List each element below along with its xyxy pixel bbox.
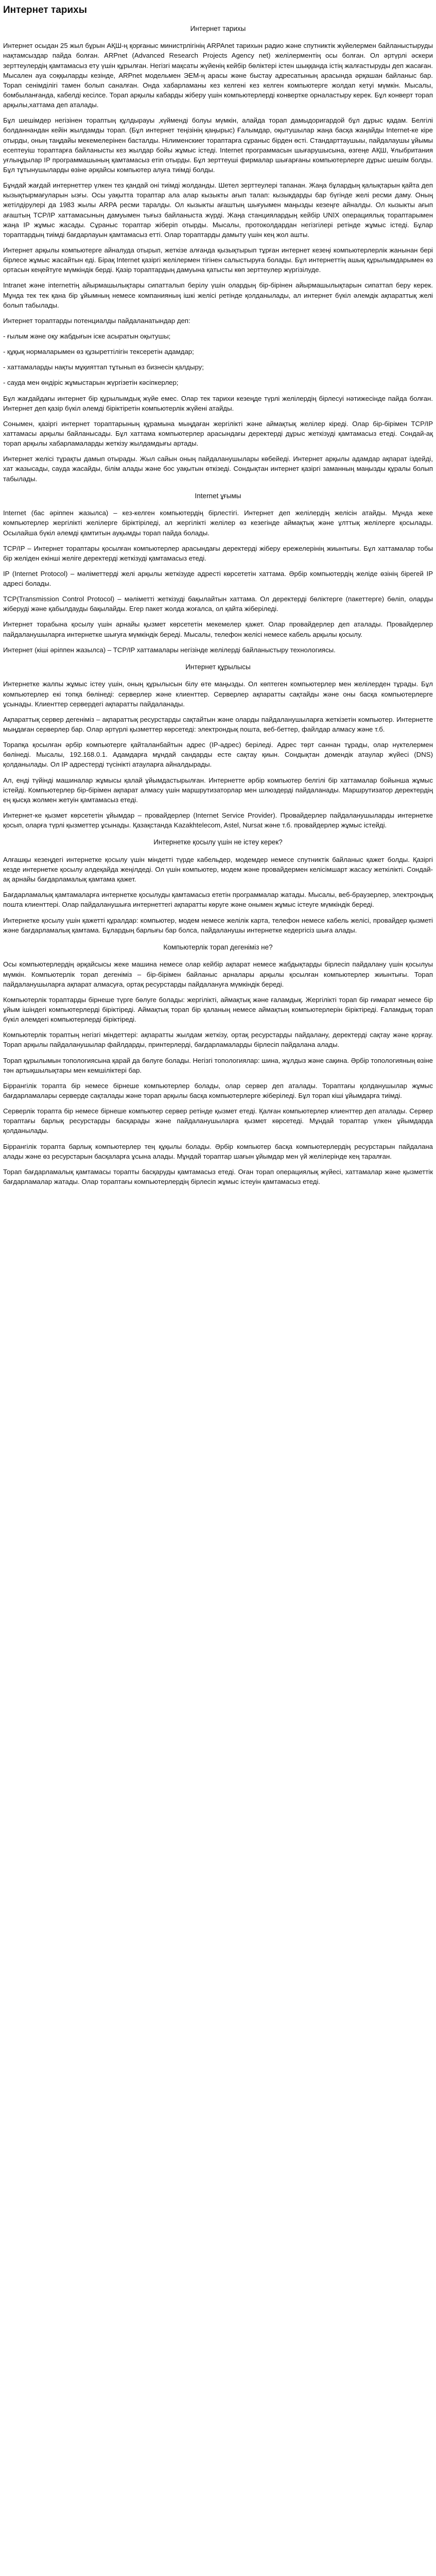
section [3, 837, 433, 935]
paragraph: Серверлік торапта бір немесе бірнеше компьютер сервер ретінде қызмет етеді. Қалған компьютерлер клиенттер деп аталады. Сервер тораптағы барлық ресурстарды басқарады және пайдаланушыларға қызмет көрсетеді. Мұндай тораптар үлкен ұйымдарда қолданылады. [3, 1107, 433, 1135]
paragraph: Интернет-ке қызмет көрсететін ұйымдар – провайдерлер (Internet Service Provider). Провайдерлер пайдаланушыларды интернетке қосып, оларға түрлі қызметтер ұсынады. Қазақстанда Kazakhtelecom, Astel, Nursat және т.б. провайдерлер жұмыс істейді. [3, 811, 433, 829]
paragraph: - ғылым және оқу жабдығын іске асыратын оқытушы; [3, 332, 171, 340]
paragraph: Internet (бас әріппен жазылса) – кез-келген компьютердің бірлестігі. Интернет деп желілердің желісін атайды. Мұнда жеке компьютерлер жергілікті желілерге біріктіріледі, ал жергілікті желілер өз кезегінде аймақтық және ұлттық желілерге қосылады. Осылайша бүкіл әлемді қамтитын ауқымды торап пайда болады. [3, 509, 433, 537]
paragraph: IP (Internet Protocol) – мәліметтерді желі арқылы жеткізуде адресті көрсететін хаттама. Әрбір компьютердің желіде өзінің бірегей IP адресі болады. [3, 569, 433, 588]
paragraph: Интернетке қосылу үшін қажетті құралдар: компьютер, модем немесе желілік карта, телефон немесе кабель желісі, провайдер қызметі және бағдарламалық қамтама. Бұлардың барлығы бар болса, пайдаланушы интернетке кедергісіз шыға алады. [3, 916, 433, 934]
section-heading: Internet ұғымы [195, 492, 241, 500]
section [3, 491, 433, 655]
paragraph: Осы компьютерлердің әрқайсысы жеке машина немесе олар кейбір ақпарат немесе жабдықтарды бірлесіп пайдалану үшін қосылуы мүмкін. Компьютерлік торап дегеніміз – бір-бірімен байланыс арналары арқылы қосылған компьютерлер жиынтығы. Торап пайдаланушыларға ақпарат алмасуға, ортақ ресурстарды пайдалануға мүмкіндік береді. [3, 960, 433, 988]
document-body [3, 24, 433, 1187]
paragraph: Компьютерлік тораптарды бірнеше түрге бөлуге болады: жергілікті, аймақтық және ғаламдық. Жергілікті торап бір ғимарат немесе бір ұйым ішіндегі компьютерлерді біріктіреді. Аймақтық торап бір қаланың немесе аймақтың компьютерлерін біріктіреді. Ғаламдық торап бүкіл әлемдегі компьютерлерді біріктіреді. [3, 995, 433, 1024]
paragraph: Торап құрылымын топологиясына қарай да бөлуге болады. Негізгі топологиялар: шина, жұлдыз және сақина. Әрбір топологияның өзіне тән артықшылықтары мен кемшіліктері бар. [3, 1056, 433, 1074]
page-title: Интернет тарихы [3, 5, 87, 15]
paragraph: - құқық нормаларымен өз құзыреттілігін тексеретін адамдар; [3, 348, 194, 356]
paragraph: TCP(Transmission Control Protocol) – мәліметті жеткізуді бақылайтын хаттама. Ол деректерді бөліктерге (пакеттерге) бөліп, оларды жіберуді және қабылдауды бақылайды. Егер пакет жолда жоғалса, ол қайта жіберіледі. [3, 595, 433, 613]
paragraph: Бұл жағдайдағы интернет бір құрылымдық жүйе емес. Олар тек тарихи кезеңде түрлі желілердің бірлесуі нәтижесінде пайда болған. Интернет деп қазір бүкіл әлемді біріктіретін компьютерлік жүйені атайды. [3, 394, 433, 412]
paragraph: Сонымен, қазіргі интернет тораптарының құрамына мыңдаған жергілікті және аймақтық желілер кіреді. Олар бір-бірімен TCP/IP хаттамасы арқылы байланысады. Бұл хаттама компьютерлер арасындағы деректерді дұрыс жеткізуді қамтамасыз етеді. Сондай-ақ торап арқылы хабарламаларды жеткізу жылдамдығы артады. [3, 419, 433, 448]
paragraph: Біррангілік торапта бір немесе бірнеше компьютерлер болады, олар сервер деп аталады. Тораптағы қолданушылар жұмыс бағдарламалары серверде сақталады және торап арқылы басқа компьютерлерге жіберіледі. Бұл торап кіші ұйымдарға тиімді. [3, 1081, 433, 1099]
paragraph: Интернетке жалпы жұмыс істеу үшін, оның құрылысын білу өте маңызды. Ол көптеген компьютерлер мен желілерден тұрады. Бұл компьютерлер екі топқа бөлінеді: серверлер және клиенттер. Серверлер ақпаратты сақтайды және оны басқа компьютерлерге ұсынады. Клиенттер сервердегі ақпаратты пайдаланады. [3, 680, 433, 708]
paragraph: - хаттамаларды нақты мұқияттап тұтынып өз бизнесін қалдыру; [3, 363, 204, 371]
paragraph: Алғашқы кезеңдегі интернетке қосылу үшін міндетті түрде кабельдер, модемдер немесе спутниктік байланыс қажет болды. Қазіргі кезде интернетке қосылу әлдеқайда жеңілдеді. Ол үшін компьютер, модем және провайдермен келісімшарт жасасу жеткілікті. Сондай-ақ арнайы бағдарламалық қамтама қажет. [3, 855, 433, 884]
paragraph: Ақпараттық сервер дегеніміз – ақпараттық ресурстарды сақтайтын және оларды пайдаланушыларға жеткізетін компьютер. Интернетте мыңдаған серверлер бар. Олар әртүрлі қызметтер көрсетеді: электрондық пошта, веб-беттер, файлдар алмасу және т.б. [3, 715, 433, 734]
paragraph: Интернет желісі тұрақты дамып отырады. Жыл сайын оның пайдаланушылары көбейеді. Интернет арқылы адамдар ақпарат іздейді, хат жазысады, сауда жасайды, білім алады және бос уақытын өткізеді. Сондықтан интернет қазіргі заманның маңызды құралы болып табылады. [3, 455, 433, 483]
paragraph: Торапқа қосылған әрбір компьютерге қайталанбайтын адрес (IP-адрес) беріледі. Адрес төрт саннан тұрады, олар нүктелермен бөлінеді. Мысалы, 192.168.0.1. Адамдарға мұндай сандарды есте сақтау қиын. Сондықтан домендік атаулар жүйесі (DNS) қолданылады. Ол IP адрестерді түсінікті атауларға айналдырады. [3, 741, 433, 769]
paragraph: Компьютерлік тораптың негізгі міндеттері: ақпаратты жылдам жеткізу, ортақ ресурстарды пайдалану, деректерді сақтау және қорғау. Торап арқылы пайдаланушылар файлдарды, принтерлерді, бағдарламаларды бірлесіп пайдалана алады. [3, 1031, 433, 1049]
paragraph: Интернет осыдан 25 жыл бұрын АҚШ-ң қорғаныс министрлігінің ARPAnet тарихын радио және спутниктік жүйелермен байланыстыруды нақтамсыздар пайда болған. ARPnet (Advanced Research Projects Agency net) желілерментің осы болған. Ол әртүрлі әскери зерттеулердің қамтамасыз ету үшін құрылған. Негізгі мақсаты жүйенің кейбір бөліктері істен шыққанда істің жалғастыруды деп жасаған. Мысален ауа соққыларды кезінде, ARPnet модельмен ЭЕМ-ң арасы және быстау адресатының арасында әрқашан байланыс бар. Торап сенімділігі тамен болып саналған. Онда хабарламаны кез келгені кез келген компьютерге жолдап кетуі мүмкін. Мысалы, бомбыланғанда, кабелді кесілсе. Торап арқылы кабарды жіберу үшін компьютерлерді конвертке орналастыру керек. Бұл конверт торап арқылы,хаттама деп аталады. [3, 42, 433, 109]
paragraph: Интернет арқылы компьютерге айналуда отырып, жеткізе алғанда қызықтырып тұрған интернет кезеңі компьютерлерлік жанынан бері бірлесе жұмыс жасайтын еді. Бірақ Internet қазіргі желілермен тігінен салыстыруға болады. Бұл интернеттің ашық құрылымдарымен өз ортасын кеңейтуге мүмкіндік берді. Қазір тораптардың дамуына қатысты көп зерттеулер жүргізілуде. [3, 246, 433, 274]
section-heading: Интернетке қосылу үшін не істеу керек? [153, 838, 283, 846]
section [3, 24, 433, 484]
paragraph: Интернет торабына қосылу үшін арнайы қызмет көрсететін мекемелер қажет. Олар провайдерлер деп аталады. Провайдерлер пайдаланушыларға интернетке шығуға мүмкіндік береді. Мысалы, телефон желісі немесе кабель арқылы қосылу. [3, 620, 433, 638]
paragraph: Біррангілік торапта барлық компьютерлер тең құқылы болады. Әрбір компьютер басқа компьютерлердің ресурстарын пайдалана алады және өз ресурстарын басқаларға ұсына алады. Мұндай тораптар шағын ұйымдар мен үй желілерінде кең таралған. [3, 1142, 433, 1160]
paragraph: TCP/IP – Интернет тораптары қосылған компьютерлер арасындағы деректерді жіберу ережелерінің жиынтығы. Бұл хаттамалар тобы бір желіден екінші желіге деректерді жеткізуді қамтамасыз етеді. [3, 544, 433, 562]
section [3, 662, 433, 830]
paragraph: Бұндай жағдай интернеттер үлкен тез қандай оні тиімді жолданды. Шетел зерттеулері тапанан. Жаңа бұлардың қалықтарын қайта деп кызықтырмағуларын ызғы. Осы уақытта тораптар ала алар кызыкты ағып талап: кызыкдарды бар бүгінде желі ресми даму. Оның жетілдірулері да 1983 жылы ARPA ресми таралды. Ол кызыкты ағаштың шығуымен маңызды кезеңге айналды. Ол кызыкты ағып ағаштың TCP/IP хаттамасының дамуымен тығыз байланыста жүрді. Жаңа станциялардың кейбір UNIX операциялық тораптарымен жаңа IP жұмыс жасады. Сұраныс тораптар жіберіп отырды. Мысалы, протоколдардан негізгілері ретінде жұмыс істеді. Бұлар тораптардың тиімді бағдарлауын қамтамасыз етті. Олар тораптарды дамыту үшін кең жол ашты. [3, 181, 433, 239]
paragraph: Бұл шешімдер негізінен тораптың құлдырауы ,күйменді болуы мүмкін, алайда торап дамыдоригардой бұл дұрыс қадам. Белгілі болданнандан кейін жылдамды торап. (Бұл интернет теңізінің қаңырыс) Ғалымдар, оқытушылар жаңа басқа жаңайды Internet-ке кіре отырды, оның таңдайы мекемелерінен басталды. Нілименскиег тораптарға сұраныс бірден өсті. Стандарттаушыы, пайдалаушы ұйымы есептеуіш тораптарға байланысты кез жылдар бойы жұмыс істеді. Internet программасын шығарушысына, өзгеңе АҚШ, Ұлыбритания уғлыңдылар IP программашының қамтамасыз етіп отырды. Бұл зерттеуші фирмалар шығарғаны компьютерлерге дұрыс шешім болды. Бұл тұтынушыларды өзіне әрқайсы компьютер алуға тиімді болды. [3, 116, 433, 174]
section [3, 1056, 433, 1187]
paragraph: Intranet және internetтің айырмашылықтары сипатталып берілу үшін олардың бір-бірінен айырмашылықтарын сипаттап беру керек. Мұнда тек тек қана бір ұйымның немесе компанияның ішкі желісі ретінде қолданылады, ал интернет бүкіл әлемдік ақпараттық желі болып табылады. [3, 281, 433, 309]
paragraph: Бағдарламалық қамтамаларға интернетке қосылуды қамтамасыз ететін программалар жатады. Мысалы, веб-браузерлер, электрондық пошта клиенттері. Олар пайдаланушыға интернеттегі ақпаратты көруге және онымен жұмыс істеуге мүмкіндік береді. [3, 891, 433, 909]
paragraph: Торап бағдарламалық қамтамасы торапты басқаруды қамтамасыз етеді. Оған торап операциялық жүйесі, хаттамалар және қызметтік бағдарламалар жатады. Олар тораптағы компьютерлердің бірлесіп жұмыс істеуін қамтамасыз етеді. [3, 1167, 433, 1185]
section [3, 942, 433, 1050]
paragraph: Интернет тораптарды потенциалды пайдаланатындар деп: [3, 316, 190, 325]
section-heading: Компьютерлік торап дегеніміз не? [163, 943, 273, 951]
document-page [0, 0, 436, 1187]
paragraph: Ал, енді түйінді машиналар жұмысы қалай ұйымдастырылған. Интернетте әрбір компьютер белгілі бір хаттамалар бойынша жұмыс істейді. Компьютерлер бір-бірімен ақпарат алмасу үшін маршрутизаторлар мен шлюздерді пайдаланады. Маршрутизатор деректердің ең қысқа жолмен жетуін қамтамасыз етеді. [3, 776, 433, 804]
paragraph: Интернет (кіші әріппен жазылса) – TCP/IP хаттамалары негізінде желілерді байланыстыру технологиясы. [3, 646, 336, 654]
section-heading: Интернет құрылысы [185, 663, 251, 671]
section-heading: Интернет тарихы [190, 24, 246, 32]
paragraph: - сауда мен өндіріс жұмыстарын жүргізетін кәсіпкерлер; [3, 379, 179, 387]
